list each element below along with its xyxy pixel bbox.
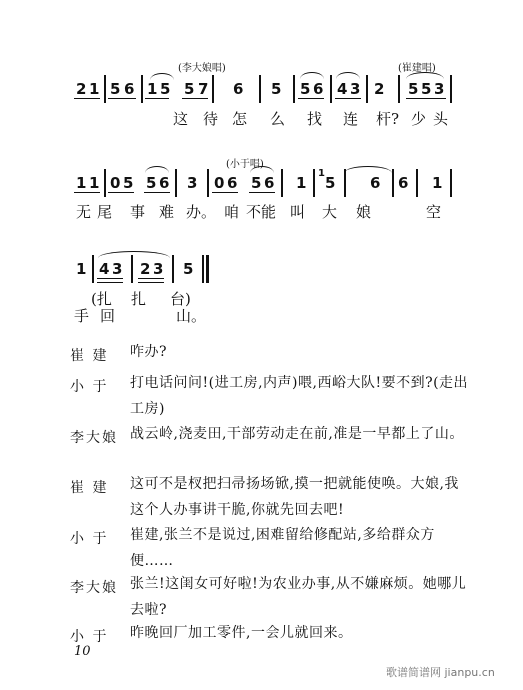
note: 6 (227, 174, 238, 192)
lyric: 空 (426, 203, 442, 221)
singer-annotation: (小于唱) (226, 159, 264, 170)
grace-note: 1 (318, 168, 325, 179)
underline (97, 282, 123, 283)
note: 3 (112, 260, 123, 278)
speech-text: 张兰!这闺女可好啦!为农业办事,从不嫌麻烦。她哪儿去啦? (130, 576, 467, 618)
note: 5 (300, 80, 311, 98)
underline (298, 98, 324, 99)
note: 0 (214, 174, 225, 192)
speech-text: 打电话问问!(进工房,内声)喂,西峪大队!要不到?(走出工房) (130, 375, 469, 417)
note: 3 (153, 260, 164, 278)
barline (212, 75, 214, 103)
lyric: 台) (170, 290, 191, 308)
underline (138, 282, 164, 283)
note: 7 (198, 80, 209, 98)
note: 6 (233, 80, 244, 98)
note: 2 (76, 80, 87, 98)
note: 4 (99, 260, 110, 278)
barline (281, 169, 283, 197)
speaker-name: 崔 建 (70, 480, 109, 496)
underline (144, 192, 170, 193)
note: 0 (110, 174, 121, 192)
lyric: 难 (159, 203, 175, 221)
watermark: 歌谱简谱网 jianpu.cn (386, 666, 495, 679)
slur (406, 72, 444, 79)
lyric: 待 (203, 110, 219, 128)
barline (398, 75, 400, 103)
barline (366, 75, 368, 103)
barline (207, 169, 209, 197)
barline (104, 169, 106, 197)
lyric: 么 (270, 110, 286, 128)
page-number: 10 (74, 644, 91, 659)
note: 5 (184, 80, 195, 98)
underline (249, 192, 275, 193)
slur (150, 73, 174, 80)
note: 2 (374, 80, 385, 98)
speaker-name: 李大娘 (70, 430, 118, 446)
underline (335, 98, 361, 99)
speaker-name: 李大娘 (70, 580, 118, 596)
speech-text: 昨晚回厂加工零件,一会儿就回来。 (130, 625, 353, 641)
note: 1 (76, 174, 87, 192)
note: 1 (89, 80, 100, 98)
underline (145, 98, 169, 99)
note: 1 (432, 174, 443, 192)
slur (250, 166, 274, 173)
lyric: 回 (100, 307, 116, 325)
lyric: 不能 (246, 203, 277, 221)
speaker-name: 小 于 (70, 379, 109, 395)
speaker-name: 崔 建 (70, 348, 109, 364)
barline (141, 75, 143, 103)
note: 5 (160, 80, 171, 98)
note: 6 (398, 174, 409, 192)
barline (416, 169, 418, 197)
barline (172, 255, 174, 283)
singer-annotation: (李大娘唱) (178, 63, 226, 74)
underline (182, 98, 208, 99)
note: 3 (187, 174, 198, 192)
lyric: 山。 (176, 307, 207, 325)
underline (212, 192, 238, 193)
note: 3 (350, 80, 361, 98)
lyric: 怎 (232, 110, 248, 128)
lyric: 娘 (356, 203, 372, 221)
underline (74, 98, 100, 99)
note: 5 (421, 80, 432, 98)
barline (131, 255, 133, 283)
speaker-name: 小 于 (70, 531, 109, 547)
lyric: 杆? (376, 110, 400, 128)
speech-text: 崔建,张兰不是说过,困难留给修配站,多给群众方便…… (130, 527, 435, 569)
speech-text: 战云岭,浇麦田,干部劳动走在前,准是一早都上了山。 (130, 426, 464, 442)
barline (259, 75, 261, 103)
barline (392, 169, 394, 197)
lyric: 找 (307, 110, 323, 128)
lyric: 少 (411, 110, 427, 128)
slur (336, 72, 360, 79)
note: 1 (147, 80, 158, 98)
barline (313, 169, 315, 197)
lyric: 手 (74, 307, 90, 325)
lyric: 尾 (97, 203, 113, 221)
barline (330, 75, 332, 103)
note: 1 (296, 174, 307, 192)
note: 2 (140, 260, 151, 278)
slur (300, 72, 324, 79)
note: 6 (370, 174, 381, 192)
lyric: (扎 (91, 290, 112, 308)
speech-text: 咋办? (130, 344, 168, 360)
slur (98, 251, 170, 258)
singer-annotation: (崔建唱) (398, 63, 436, 74)
barline (202, 255, 204, 283)
note: 5 (408, 80, 419, 98)
lyric: 连 (343, 110, 359, 128)
note: 5 (183, 260, 194, 278)
barline (175, 169, 177, 197)
barline (450, 75, 452, 103)
lyric: 叫 (290, 203, 306, 221)
underline (108, 192, 134, 193)
underline (74, 192, 100, 193)
lyric: 头 (433, 110, 449, 128)
speech-text: 这可不是杈把扫帚扬场锨,摸一把就能使唤。大娘,我这个人办事讲干脆,你就先回去吧! (130, 476, 459, 518)
barline (104, 75, 106, 103)
note: 5 (110, 80, 121, 98)
underline (97, 278, 123, 279)
note: 1 (89, 174, 100, 192)
barline (450, 169, 452, 197)
note: 4 (337, 80, 348, 98)
note: 5 (123, 174, 134, 192)
note: 3 (434, 80, 445, 98)
lyric: 办。 (186, 203, 217, 221)
note: 5 (325, 174, 336, 192)
slur (344, 166, 392, 173)
barline (344, 169, 346, 197)
note: 6 (124, 80, 135, 98)
note: 5 (251, 174, 262, 192)
slur (145, 166, 169, 173)
note: 5 (146, 174, 157, 192)
lyric: 大 (322, 203, 338, 221)
lyric: 咱 (224, 203, 240, 221)
lyric: 事 (130, 203, 146, 221)
lyric: 这 (173, 110, 189, 128)
note: 6 (159, 174, 170, 192)
speaker-name: 小 于 (70, 629, 109, 645)
barline (92, 255, 94, 283)
underline (108, 98, 136, 99)
final-barline (206, 255, 209, 283)
barline (293, 75, 295, 103)
note: 5 (271, 80, 282, 98)
underline (138, 278, 164, 279)
lyric: 无 (76, 203, 92, 221)
note: 6 (264, 174, 275, 192)
note: 1 (76, 260, 87, 278)
underline (406, 98, 446, 99)
lyric: 扎 (131, 290, 147, 308)
note: 6 (313, 80, 324, 98)
